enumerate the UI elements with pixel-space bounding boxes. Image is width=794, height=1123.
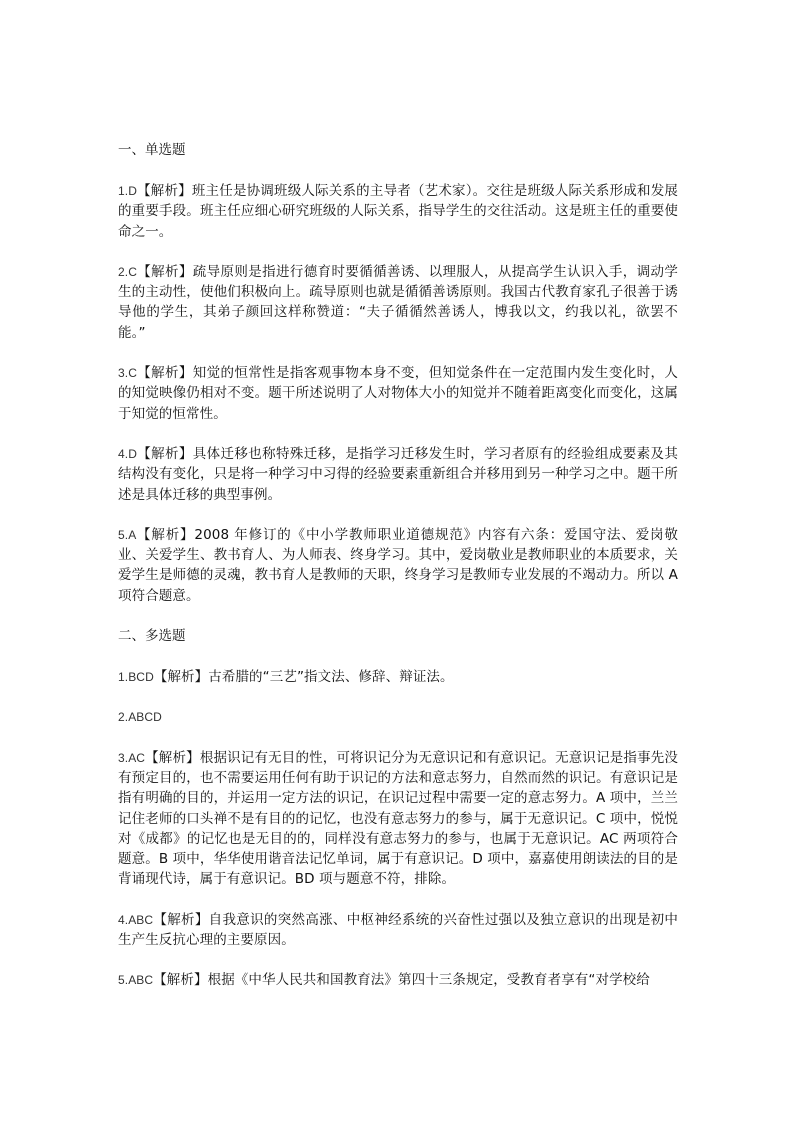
- analysis-text: 具体迁移也称特殊迁移，是指学习迁移发生时，学习者原有的经验组成要素及其结构没有变化，只是将一种学习中习得的经验要素重新组合并移用到另一种学习之中。题干所述是具体迁移的典型事例。: [118, 445, 678, 503]
- answer-number: 3.AC: [118, 750, 146, 765]
- analysis-text: 自我意识的突然高涨、中枢神经系统的兴奋性过强以及独立意识的出现是初中生产生反抗心理的主要原因。: [118, 911, 678, 949]
- section-multiple-choice: [118, 626, 678, 991]
- answer-item: [118, 444, 678, 505]
- analysis-tag: 【解析】: [136, 365, 193, 382]
- answer-number: 1.D: [118, 184, 137, 198]
- analysis-tag: 【解析】: [153, 972, 208, 989]
- analysis-tag: 【解析】: [136, 526, 195, 543]
- section-single-choice: [118, 140, 678, 606]
- analysis-text: 古希腊的“三艺”指文法、修辞、辩证法。: [208, 669, 454, 686]
- analysis-tag: 【解析】: [153, 911, 209, 928]
- answer-number: 5.A: [118, 527, 137, 542]
- analysis-text: 知觉的恒常性是指客观事物本身不变，但知觉条件在一定范围内发生变化时，人的知觉映像仍相对不变。题干所述说明了人对物体大小的知觉并不随着距离变化而变化，这属于知觉的恒常性。: [118, 365, 678, 422]
- answer-item: [118, 363, 678, 424]
- analysis-tag: 【解析】: [153, 669, 209, 686]
- answer-number: 3.C: [118, 366, 137, 381]
- answer-number: 2.ABCD: [118, 710, 162, 725]
- section-heading: 二、多选题: [118, 628, 186, 645]
- analysis-tag: 【解析】: [136, 445, 193, 462]
- analysis-tag: 【解析】: [145, 749, 200, 766]
- answer-item: [118, 748, 678, 890]
- answer-item: [118, 910, 678, 951]
- answer-number: 2.C: [118, 264, 137, 279]
- answer-number: 5.ABC: [118, 973, 154, 988]
- analysis-text: 班主任是协调班级人际关系的主导者（艺术家）。交往是班级人际关系形成和发展的重要手段。班主任应细心研究班级的人际关系，指导学生的交往活动。这是班主任的重要使命之一。: [118, 183, 678, 240]
- answer-item: [118, 525, 678, 606]
- analysis-text: 根据识记有无目的性，可将识记分为无意识记和有意识记。无意识记是指事先没有预定目的，也不需要运用任何有助于识记的方法和意志努力，自然而然的识记。有意识记是指有明确的目的，并运用一定方法的识记，在识记过程中需要一定的意志努力。A 项中，兰兰记住老师的口头禅不是有目的的记忆，也没有意志努力的参与，属于无意识记。C 项中，悦悦对《成都》的记忆也是无目的的，同样没有意志努力的参与，也属于无意识记。AC 两项符合题意。B 项中，华华使用谐音法记忆单词，属于有意识记。D 项中，嘉嘉使用朗读法的目的是背诵现代诗，属于有意识记。BD 项与题意不符，排除。: [118, 749, 679, 888]
- answer-item: [118, 262, 678, 343]
- section-heading: 一、单选题: [118, 142, 186, 158]
- answer-number: 4.D: [118, 446, 137, 461]
- analysis-tag: 【解析】: [136, 263, 193, 280]
- analysis-text: 根据《中华人民共和国教育法》第四十三条规定，受教育者享有“对学校给: [207, 972, 650, 989]
- answer-number: 1.BCD: [118, 670, 154, 685]
- answer-number: 4.ABC: [118, 912, 154, 927]
- analysis-tag: 【解析】: [136, 183, 192, 199]
- answer-item: [118, 181, 678, 242]
- document-page: [118, 140, 678, 1011]
- answer-item: [118, 970, 678, 990]
- answer-item: [118, 707, 678, 727]
- analysis-text: 2008 年修订的《中小学教师职业道德规范》内容有六条：爱国守法、爱岗敬业、关爱学生、教书育人、为人师表、终身学习。其中，爱岗敬业是教师职业的本质要求，关爱学生是师德的灵魂，教书育人是教师的天职，终身学习是教师专业发展的不竭动力。所以 A 项符合题意。: [118, 526, 678, 604]
- analysis-text: 疏导原则是指进行德育时要循循善诱、以理服人，从提高学生认识入手，调动学生的主动性，使他们积极向上。疏导原则也就是循循善诱原则。我国古代教育家孔子很善于诱导他的学生，其弟子颜回这样称赞道：“夫子循循然善诱人，博我以文，约我以礼，欲罢不能。”: [118, 263, 678, 341]
- answer-item: [118, 667, 678, 687]
